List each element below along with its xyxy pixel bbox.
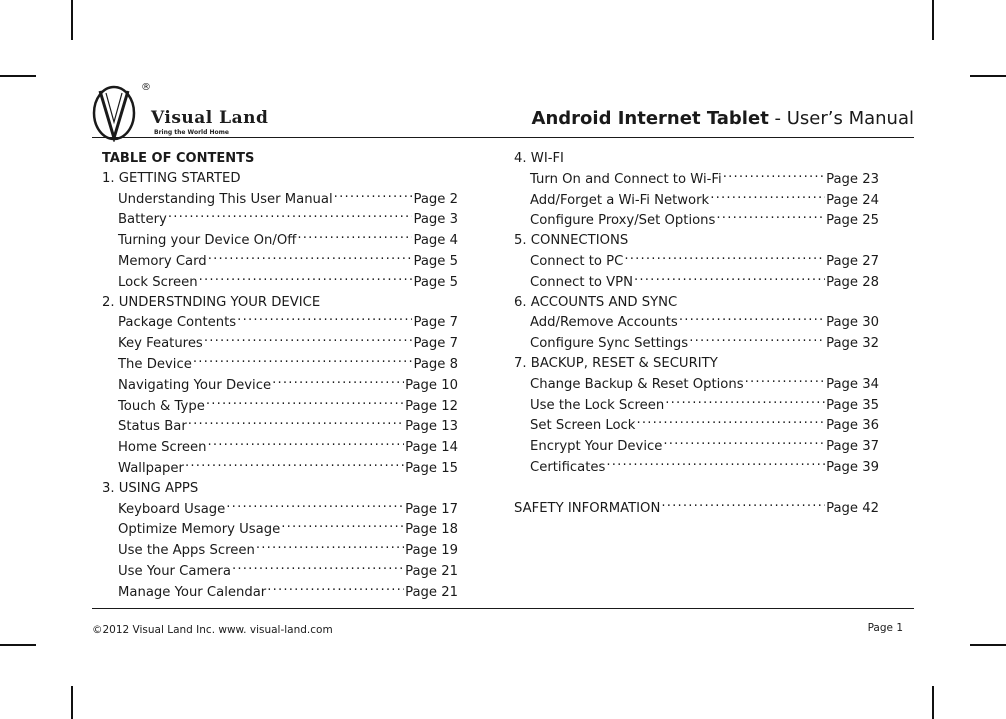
leader-dots xyxy=(267,582,404,596)
toc-entry-page: Page 8 xyxy=(413,356,458,372)
leader-dots xyxy=(168,209,413,223)
leader-dots xyxy=(185,458,404,472)
manual-title xyxy=(532,108,914,129)
toc-entry[interactable] xyxy=(514,436,879,457)
toc-entry-label: Change Backup & Reset Options xyxy=(530,376,744,392)
toc-entry-page: Page 25 xyxy=(826,213,879,229)
toc-section-title: 2. UNDERSTNDING YOUR DEVICE xyxy=(102,294,321,310)
toc-entry[interactable] xyxy=(102,540,458,561)
toc-entry-page: Page 30 xyxy=(826,315,879,331)
toc-entry-page: Page 34 xyxy=(826,376,879,392)
toc-entry-page: Page 19 xyxy=(405,543,458,559)
crop-mark-right-lower xyxy=(970,644,1006,646)
toc-entry[interactable] xyxy=(514,374,879,395)
toc-entry-label: Understanding This User Manual xyxy=(118,191,333,207)
toc-entry-page: Page 5 xyxy=(413,253,458,269)
toc-entry[interactable] xyxy=(514,415,879,436)
leader-dots xyxy=(206,396,404,410)
toc-spacer xyxy=(514,478,879,498)
leader-dots xyxy=(636,415,825,429)
toc-entry-page: Page 27 xyxy=(826,253,879,269)
toc-entry-label: Optimize Memory Usage xyxy=(118,522,281,538)
toc-entry-label: Set Screen Lock xyxy=(530,418,636,434)
leader-dots xyxy=(226,499,404,513)
leader-dots xyxy=(281,519,404,533)
toc-entry-label: Wallpaper xyxy=(118,460,184,476)
toc-entry[interactable] xyxy=(102,312,458,333)
toc-entry[interactable] xyxy=(102,519,458,540)
manual-title-suffix: - User’s Manual xyxy=(768,108,914,129)
toc-entry[interactable] xyxy=(514,333,879,354)
leader-dots xyxy=(634,272,825,286)
toc-entry[interactable] xyxy=(514,210,879,231)
leader-dots xyxy=(188,416,404,430)
toc-entry-page: Page 37 xyxy=(826,439,879,455)
toc-entry-label: Battery xyxy=(118,212,167,228)
toc-entry-label: Certificates xyxy=(530,459,606,475)
leader-dots xyxy=(723,169,825,183)
leader-dots xyxy=(334,189,413,203)
toc-entry-page: Page 13 xyxy=(405,419,458,435)
toc-entry-label: Configure Proxy/Set Options xyxy=(530,213,716,229)
toc-entry-page: Page 7 xyxy=(413,336,458,352)
toc-entry-label: Use the Apps Screen xyxy=(118,543,255,559)
toc-entry-page: Page 17 xyxy=(405,501,458,517)
toc-entry-label: Touch & Type xyxy=(118,398,205,414)
toc-entry-label: Key Features xyxy=(118,336,203,352)
toc-entry-label: Add/Remove Accounts xyxy=(530,315,678,331)
crop-mark-top-right xyxy=(932,0,934,40)
registered-mark: ® xyxy=(141,82,151,93)
toc-entry[interactable] xyxy=(102,272,458,293)
leader-dots xyxy=(710,190,825,204)
toc-heading: TABLE OF CONTENTS xyxy=(102,151,255,166)
manual-title-product: Android Internet Tablet xyxy=(531,108,769,129)
toc-section-title: 4. WI-FI xyxy=(514,151,564,166)
toc-entry[interactable] xyxy=(102,230,458,251)
toc-entry-label: Connect to VPN xyxy=(530,274,633,290)
toc-entry[interactable] xyxy=(102,582,458,603)
toc-entry-label: Turn On and Connect to Wi-Fi xyxy=(530,171,722,187)
copyright-notice: ©2012 Visual Land Inc. www. visual-land.com xyxy=(92,624,333,636)
toc-entry-page: Page 14 xyxy=(405,440,458,456)
brand-logo xyxy=(90,82,310,142)
leader-dots xyxy=(208,251,413,265)
toc-entry-page: Page 2 xyxy=(413,191,458,207)
toc-entry-label: Add/Forget a Wi-Fi Network xyxy=(530,192,710,208)
toc-entry[interactable] xyxy=(102,209,458,230)
toc-entry-label: Lock Screen xyxy=(118,274,198,290)
toc-section-title: 5. CONNECTIONS xyxy=(514,233,629,249)
toc-entry-label: Memory Card xyxy=(118,253,207,269)
toc-entry[interactable] xyxy=(102,354,458,375)
crop-mark-right-upper xyxy=(970,75,1006,77)
toc-entry-label: Manage Your Calendar xyxy=(118,584,267,600)
toc-entry[interactable] xyxy=(514,251,879,272)
toc-entry[interactable] xyxy=(514,190,879,211)
leader-dots xyxy=(256,540,404,554)
toc-section-title: 6. ACCOUNTS AND SYNC xyxy=(514,294,678,310)
toc-section-title: 3. USING APPS xyxy=(102,480,199,496)
toc-entry-page: Page 10 xyxy=(405,377,458,393)
crop-mark-left-upper xyxy=(0,75,36,77)
leader-dots xyxy=(606,457,825,471)
toc-entry-page: Page 3 xyxy=(413,212,458,228)
toc-entry[interactable] xyxy=(102,437,458,458)
toc-entry-page: Page 39 xyxy=(826,459,879,475)
leader-dots xyxy=(679,312,825,326)
toc-entry-safety[interactable] xyxy=(514,498,879,519)
crop-mark-left-lower xyxy=(0,644,36,646)
toc-entry-page: Page 12 xyxy=(405,398,458,414)
toc-entry[interactable] xyxy=(102,458,458,479)
toc-section-title: 7. BACKUP, RESET & SECURITY xyxy=(514,355,718,371)
toc-entry[interactable] xyxy=(102,333,458,354)
toc-entry-label: Package Contents xyxy=(118,315,237,331)
toc-entry-page: Page 23 xyxy=(826,171,879,187)
toc-entry[interactable] xyxy=(102,561,458,582)
toc-entry[interactable] xyxy=(102,499,458,520)
toc-entry[interactable] xyxy=(102,375,458,396)
leader-dots xyxy=(689,333,825,347)
toc-entry-label: Turning your Device On/Off xyxy=(118,233,297,249)
crop-mark-top-left xyxy=(71,0,73,40)
toc-entry[interactable] xyxy=(514,395,879,416)
toc-entry-label: Navigating Your Device xyxy=(118,377,272,393)
leader-dots xyxy=(207,437,404,451)
brand-name: Visual Land xyxy=(151,108,269,128)
brand-tagline: Bring the World Home xyxy=(154,129,229,136)
leader-dots xyxy=(193,354,413,368)
toc-entry-page: Page 21 xyxy=(405,584,458,600)
page-number: Page 1 xyxy=(867,622,903,634)
toc-entry[interactable] xyxy=(514,272,879,293)
leader-dots xyxy=(199,272,413,286)
toc-entry[interactable] xyxy=(102,396,458,417)
toc-entry-page: Page 18 xyxy=(405,522,458,538)
crop-mark-bottom-left xyxy=(71,686,73,719)
leader-dots xyxy=(297,230,412,244)
toc-entry[interactable] xyxy=(102,189,458,210)
toc-entry-page: Page 7 xyxy=(413,315,458,331)
leader-dots xyxy=(661,498,825,512)
toc-entry[interactable] xyxy=(514,457,879,478)
toc-entry-page: Page 36 xyxy=(826,418,879,434)
toc-entry-page: Page 4 xyxy=(413,233,458,249)
toc-entry-label: Status Bar xyxy=(118,419,187,435)
toc-entry-page: Page 35 xyxy=(826,397,879,413)
toc-entry-label: Configure Sync Settings xyxy=(530,336,689,352)
toc-entry-page: Page 24 xyxy=(826,192,879,208)
toc-entry-label: SAFETY INFORMATION xyxy=(514,500,661,516)
leader-dots xyxy=(232,561,404,575)
crop-mark-bottom-right xyxy=(932,686,934,719)
toc-entry-label: Use the Lock Screen xyxy=(530,397,665,413)
toc-section-title: 1. GETTING STARTED xyxy=(102,170,241,186)
toc-entry-label: The Device xyxy=(118,356,192,372)
toc-entry-label: Encrypt Your Device xyxy=(530,439,663,455)
leader-dots xyxy=(237,312,412,326)
toc-entry[interactable] xyxy=(102,416,458,437)
toc-column-left xyxy=(102,149,458,603)
header-divider xyxy=(92,137,914,138)
toc-entry[interactable] xyxy=(514,312,879,333)
footer-divider xyxy=(92,608,914,609)
leader-dots xyxy=(663,436,825,450)
toc-column-right xyxy=(514,149,879,518)
leader-dots xyxy=(745,374,825,388)
toc-entry-page: Page 28 xyxy=(826,274,879,290)
toc-entry-label: Home Screen xyxy=(118,440,207,456)
leader-dots xyxy=(272,375,404,389)
toc-entry-page: Page 32 xyxy=(826,336,879,352)
toc-entry-label: Use Your Camera xyxy=(118,563,231,579)
toc-entry[interactable] xyxy=(102,251,458,272)
toc-entry[interactable] xyxy=(514,169,879,190)
toc-entry-page: Page 21 xyxy=(405,563,458,579)
toc-entry-label: Connect to PC xyxy=(530,253,624,269)
leader-dots xyxy=(624,251,825,265)
toc-entry-page: Page 15 xyxy=(405,460,458,476)
toc-entry-label: Keyboard Usage xyxy=(118,501,226,517)
toc-entry-page: Page 5 xyxy=(413,274,458,290)
toc-entry-page: Page 42 xyxy=(826,500,879,516)
leader-dots xyxy=(716,210,825,224)
leader-dots xyxy=(204,333,413,347)
leader-dots xyxy=(665,395,825,409)
